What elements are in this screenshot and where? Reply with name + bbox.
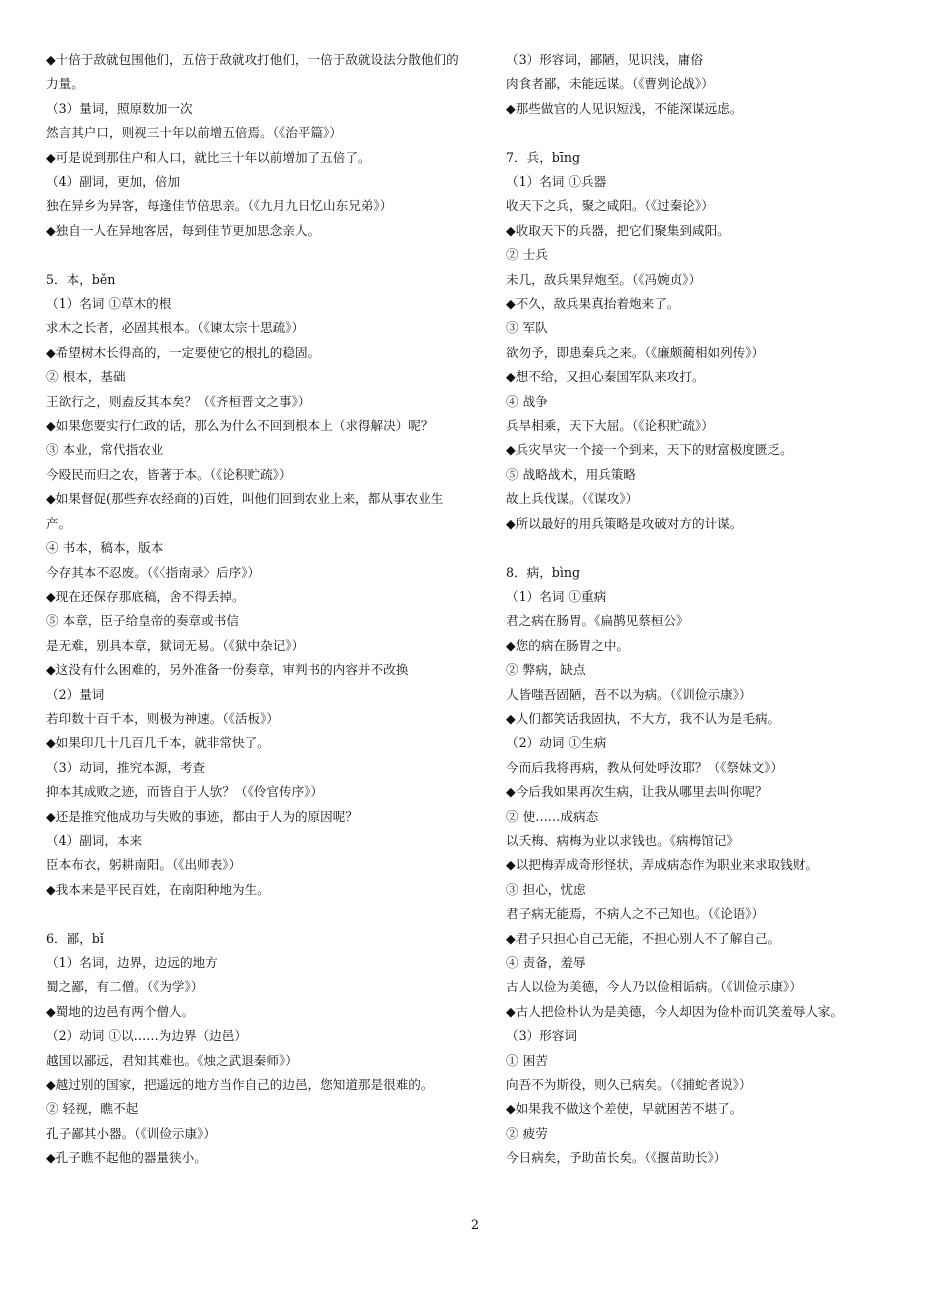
text-line: （3）形容词 [506,1028,577,1044]
text-line: 肉食者鄙，未能远谋。（《曹刿论战》） [506,76,714,92]
text-line: ◆如果我不做这个差使，早就困苦不堪了。 [506,1101,743,1117]
text-line: （4）副词，本来 [46,832,143,848]
blank-line [506,121,926,145]
text-line: （3）动词，推究本源，考查 [46,759,206,775]
blank-line [46,243,466,267]
text-line: ③ 本业，常代指农业 [46,442,164,458]
text-line: ◆收取天下的兵器，把它们聚集到咸阳。 [506,222,730,238]
text-line: 臣本布衣，躬耕南阳。（《出师表》） [46,857,242,873]
text-line: ◆今后我如果再次生病，让我从哪里去叫你呢？ [506,784,768,800]
text-line: ◆十倍于敌就包围他们，五倍于敌就攻打他们，一倍于敌就设法分散他们的力量。 [46,52,459,92]
text-line: 收天下之兵，聚之咸阳。（《过秦论》） [506,198,714,214]
text-line: ◆蜀地的边邑有两个僧人。 [46,1003,195,1019]
text-line: ◆我本来是平民百姓，在南阳种地为生。 [46,881,270,897]
blank-line [506,536,926,560]
text-line: ◆兵灾旱灾一个接一个到来，天下的财富极度匮乏。 [506,442,793,458]
text-line: （1）名词 ①兵器 [506,174,607,190]
left-column [46,48,466,1171]
text-line: ◆希望树木长得高的，一定要使它的根扎的稳固。 [46,344,321,360]
text-line: ◆人们都笑话我固执，不大方，我不认为是毛病。 [506,710,781,726]
text-line: ① 困苦 [506,1052,548,1068]
text-line: （3）形容词，鄙陋，见识浅，庸俗 [506,52,703,67]
text-line: （2）动词 ①生病 [506,735,607,751]
text-line: ◆如果督促(那些弃农经商的)百姓，叫他们回到农业上来，都从事农业生产。 [46,491,444,531]
text-line: ◆孔子瞧不起他的器量狭小。 [46,1150,207,1166]
text-line: （2）动词 ①以……为边界（边邑） [46,1028,247,1044]
text-line: ◆那些做官的人见识短浅，不能深谋远虑。 [506,100,743,116]
text-line: 未几，敌兵果舁炮至。（《冯婉贞》） [506,271,702,287]
text-line: 君之病在肠胃。《扁鹊见蔡桓公》 [506,613,689,629]
text-line: ◆古人把俭朴认为是美德，今人却因为俭朴而讥笑羞辱人家。 [506,1003,844,1019]
text-line: ◆不久，敌兵果真抬着炮来了。 [506,296,680,312]
text-line: ◆这没有什么困难的，另外准备一份奏章，审判书的内容并不改换 [46,662,409,678]
text-line: 古人以俭为美德，今人乃以俭相诟病。（《训俭示康》） [506,979,802,995]
text-line: ② 疲劳 [506,1125,548,1141]
text-line: ③ 担心，忧虑 [506,881,586,897]
text-line: 君子病无能焉，不病人之不己知也。（《论语》） [506,906,765,922]
text-line: （1）名词 ①草木的根 [46,296,172,312]
text-line: ◆现在还保存那底稿，舍不得丢掉。 [46,588,245,604]
text-line: ④ 书本，稿本，版本 [46,540,164,556]
text-line: 向吾不为斯役，则久已病矣。（《捕蛇者说》） [506,1077,752,1093]
text-line: 今日病矣，予助苗长矣。（《揠苗助长》） [506,1150,727,1166]
text-line: ② 使……成病态 [506,808,599,824]
text-line: ⑤ 本章，臣子给皇帝的奏章或书信 [46,613,239,629]
text-line: ◆君子只担心自己无能，不担心别人不了解自己。 [506,930,781,946]
text-line: 以夭梅、病梅为业以求钱也。《病梅馆记》 [506,832,739,848]
entry-heading: 5．本，běn [46,271,116,287]
page-number: 2 [470,1218,480,1233]
text-line: ◆可是说到那住户和人口，就比三十年以前增加了五倍了。 [46,149,371,165]
text-line: ◆如果印几十几百几千本，就非常快了。 [46,735,270,751]
text-line: （3）量词，照原数加一次 [46,100,193,116]
text-line: 今存其本不忍废。（《〈指南录〉后序》） [46,564,261,580]
entry-heading: 6．鄙，bǐ [46,930,104,946]
text-line: ◆还是推究他成功与失败的事迹，都由于人为的原因呢？ [46,808,358,824]
entry-heading: 8．病，bìng [506,564,581,580]
text-line: 今殴民而归之农，皆著于本。（《论积贮疏》） [46,466,292,482]
text-line: （4）副词，更加，倍加 [46,174,180,190]
text-line: 兵旱相乘，天下大屈。（《论积贮疏》） [506,418,714,434]
text-line: 孔子鄙其小器。（《训俭示康》） [46,1125,217,1141]
text-line: 人皆嗤吾固陋，吾不以为病。（《训俭示康》） [506,686,752,702]
text-line: ④ 责备，羞辱 [506,955,586,970]
text-line: （1）名词 ①重病 [506,588,607,604]
text-line: ② 士兵 [506,247,548,263]
text-line: 然言其户口，则视三十年以前增五倍焉。（《治平篇》） [46,125,342,141]
entry-heading: 7．兵，bīng [506,149,581,165]
text-line: ⑤ 战略战术，用兵策略 [506,466,636,482]
text-line: （2）量词 [46,686,105,702]
text-line: 欲勿予，即患秦兵之来。（《廉颇蔺相如列传》） [506,344,765,360]
text-line: ③ 军队 [506,320,548,336]
text-line: 独在异乡为异客，每逢佳节倍思亲。（《九月九日忆山东兄弟》） [46,198,393,214]
text-line: ◆以把梅弄成奇形怪状，弄成病态作为职业来求取钱财。 [506,857,818,873]
text-line: （1）名词，边界，边远的地方 [46,955,218,970]
text-line: 王欲行之，则盍反其本矣？（《齐桓晋文之事》） [46,393,311,409]
text-line: ② 轻视，瞧不起 [46,1101,139,1117]
text-line: ◆越过别的国家，把遥远的地方当作自己的边邑，您知道那是很难的。 [46,1077,434,1093]
text-line: 若印数十百千本，则极为神速。（《活板》） [46,710,279,726]
text-line: 今而后我将再病，教从何处呼汝耶？（《祭妹文》） [506,759,784,775]
text-line: ◆您的病在肠胃之中。 [506,637,630,653]
text-line: ④ 战争 [506,393,548,409]
text-line: 是无难，别具本章，狱词无易。（《狱中杂记》） [46,637,305,653]
text-line: ◆想不给，又担心秦国军队来攻打。 [506,369,705,385]
blank-line [46,902,466,926]
text-line: 故上兵伐谋。（《谋攻》） [506,491,639,507]
text-line: ② 根本，基础 [46,369,126,385]
text-line: ◆如果您要实行仁政的话，那么为什么不回到根本上（求得解决）呢？ [46,418,434,434]
text-line: 求木之长者，必固其根本。（《谏太宗十思疏》） [46,320,305,336]
text-line: 抑本其成败之迹，而皆自于人欤？（《伶官传序》） [46,784,324,800]
text-line: ② 弊病，缺点 [506,662,586,678]
text-line: 越国以鄙远，君知其难也。《烛之武退秦师》） [46,1052,298,1068]
text-line: 蜀之鄙，有二僧。（《为学》） [46,979,204,995]
text-line: ◆独自一人在异地客居，每到佳节更加思念亲人。 [46,222,321,238]
text-line: ◆所以最好的用兵策略是攻破对方的计谋。 [506,515,743,531]
right-column [506,48,926,1171]
